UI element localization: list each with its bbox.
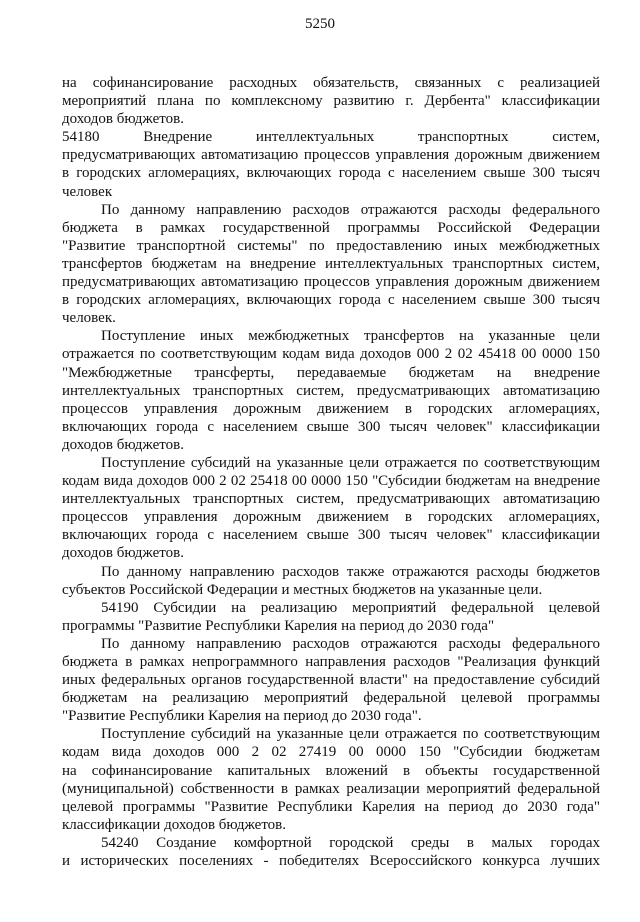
text-line: программы "Развитие Республики Карелия на период до 2030 года" <box>62 617 495 634</box>
text-line: в городских агломерациях, включающих города с населением свыше 300 тысяч <box>62 292 600 309</box>
text-line: на софинансирование расходных обязательств, связанных с реализацией <box>62 75 600 91</box>
text-line: бюджетам на реализацию мероприятий федеральной целевой программы <box>62 690 600 707</box>
text-line: классификации доходов бюджетов. <box>62 816 287 833</box>
text-line: По данному направлению расходов отражаются расходы федерального <box>101 635 600 652</box>
text-line: предусматривающих автоматизацию процессов управления дорожным движением <box>62 274 600 291</box>
text-line: кодам вида доходов 000 2 02 25418 00 0000 150 "Субсидии бюджетам на внедрение <box>62 473 600 490</box>
text-line: "Межбюджетные трансферты, передаваемые бюджетам на внедрение <box>62 364 600 381</box>
text-line: По данному направлению расходов отражаются расходы федерального <box>101 201 600 218</box>
page-number: 5250 <box>305 16 335 32</box>
text-line: и исторических поселениях - победителях Всероссийского конкурса лучших <box>62 853 600 870</box>
body-text <box>62 74 600 870</box>
text-line: доходов бюджетов. <box>62 111 184 128</box>
text-line: 54240 Создание комфортной городской среды в малых городах <box>101 834 600 851</box>
text-line: процессов управления дорожным движением в городских агломерациях, <box>62 509 600 526</box>
text-line: "Развитие Республики Карелия на период до 2030 года". <box>62 708 422 725</box>
text-line: предусматривающих автоматизацию процессов управления дорожным движением <box>62 147 600 164</box>
text-line: процессов управления дорожным движением в городских агломерациях, <box>62 400 600 417</box>
text-line: иных федеральных органов государственной власти" на предоставление субсидий <box>62 672 600 689</box>
text-line: на софинансирование капитальных вложений в объекты государственной <box>62 762 600 779</box>
text-line: бюджета в рамках государственной программы Российской Федерации <box>62 219 600 236</box>
text-line: "Развитие транспортной системы" по предоставлению иных межбюджетных <box>62 237 600 254</box>
text-line: интеллектуальных транспортных систем, предусматривающих автоматизацию <box>62 491 600 508</box>
text-line: доходов бюджетов. <box>62 436 184 453</box>
text-line: включающих города с населением свыше 300 тысяч человек" классификации <box>62 527 600 544</box>
text-line: Поступление иных межбюджетных трансфертов на указанные цели <box>101 328 600 345</box>
text-line: 54190 Субсидии на реализацию мероприятий федеральной целевой <box>101 599 600 616</box>
text-line: Поступление субсидий на указанные цели отражается по соответствующим <box>101 454 600 471</box>
text-line: бюджета в рамках непрограммного направления расходов "Реализация функций <box>62 654 600 670</box>
text-line: в городских агломерациях, включающих города с населением свыше 300 тысяч <box>62 165 600 182</box>
text-line: кодам вида доходов 000 2 02 27419 00 0000 150 "Субсидии бюджетам <box>62 744 600 761</box>
text-line: человек <box>62 183 113 200</box>
text-line: (муниципальной) собственности в рамках реализации мероприятий федеральной <box>62 780 600 797</box>
text-line: По данному направлению расходов также отражаются расходы бюджетов <box>101 563 600 580</box>
text-line: отражается по соответствующим кодам вида доходов 000 2 02 45418 00 0000 150 <box>62 346 600 363</box>
text-line: трансфертов бюджетам на внедрение интеллектуальных транспортных систем, <box>62 255 600 272</box>
text-line: целевой программы "Развитие Республики Карелия на период до 2030 года" <box>62 798 600 815</box>
text-line: мероприятий плана по комплексному развитию г. Дербента" классификации <box>62 93 600 110</box>
text-line: субъектов Российской Федерации и местных бюджетов на указанные цели. <box>62 581 543 598</box>
text-line: человек. <box>62 310 116 327</box>
text-line: включающих города с населением свыше 300 тысяч человек" классификации <box>62 418 600 435</box>
text-line: 54180 Внедрение интеллектуальных транспортных систем, <box>62 129 600 146</box>
text-line: доходов бюджетов. <box>62 545 184 562</box>
text-line: интеллектуальных транспортных систем, предусматривающих автоматизацию <box>62 382 600 399</box>
text-line: Поступление субсидий на указанные цели отражается по соответствующим <box>101 726 600 743</box>
